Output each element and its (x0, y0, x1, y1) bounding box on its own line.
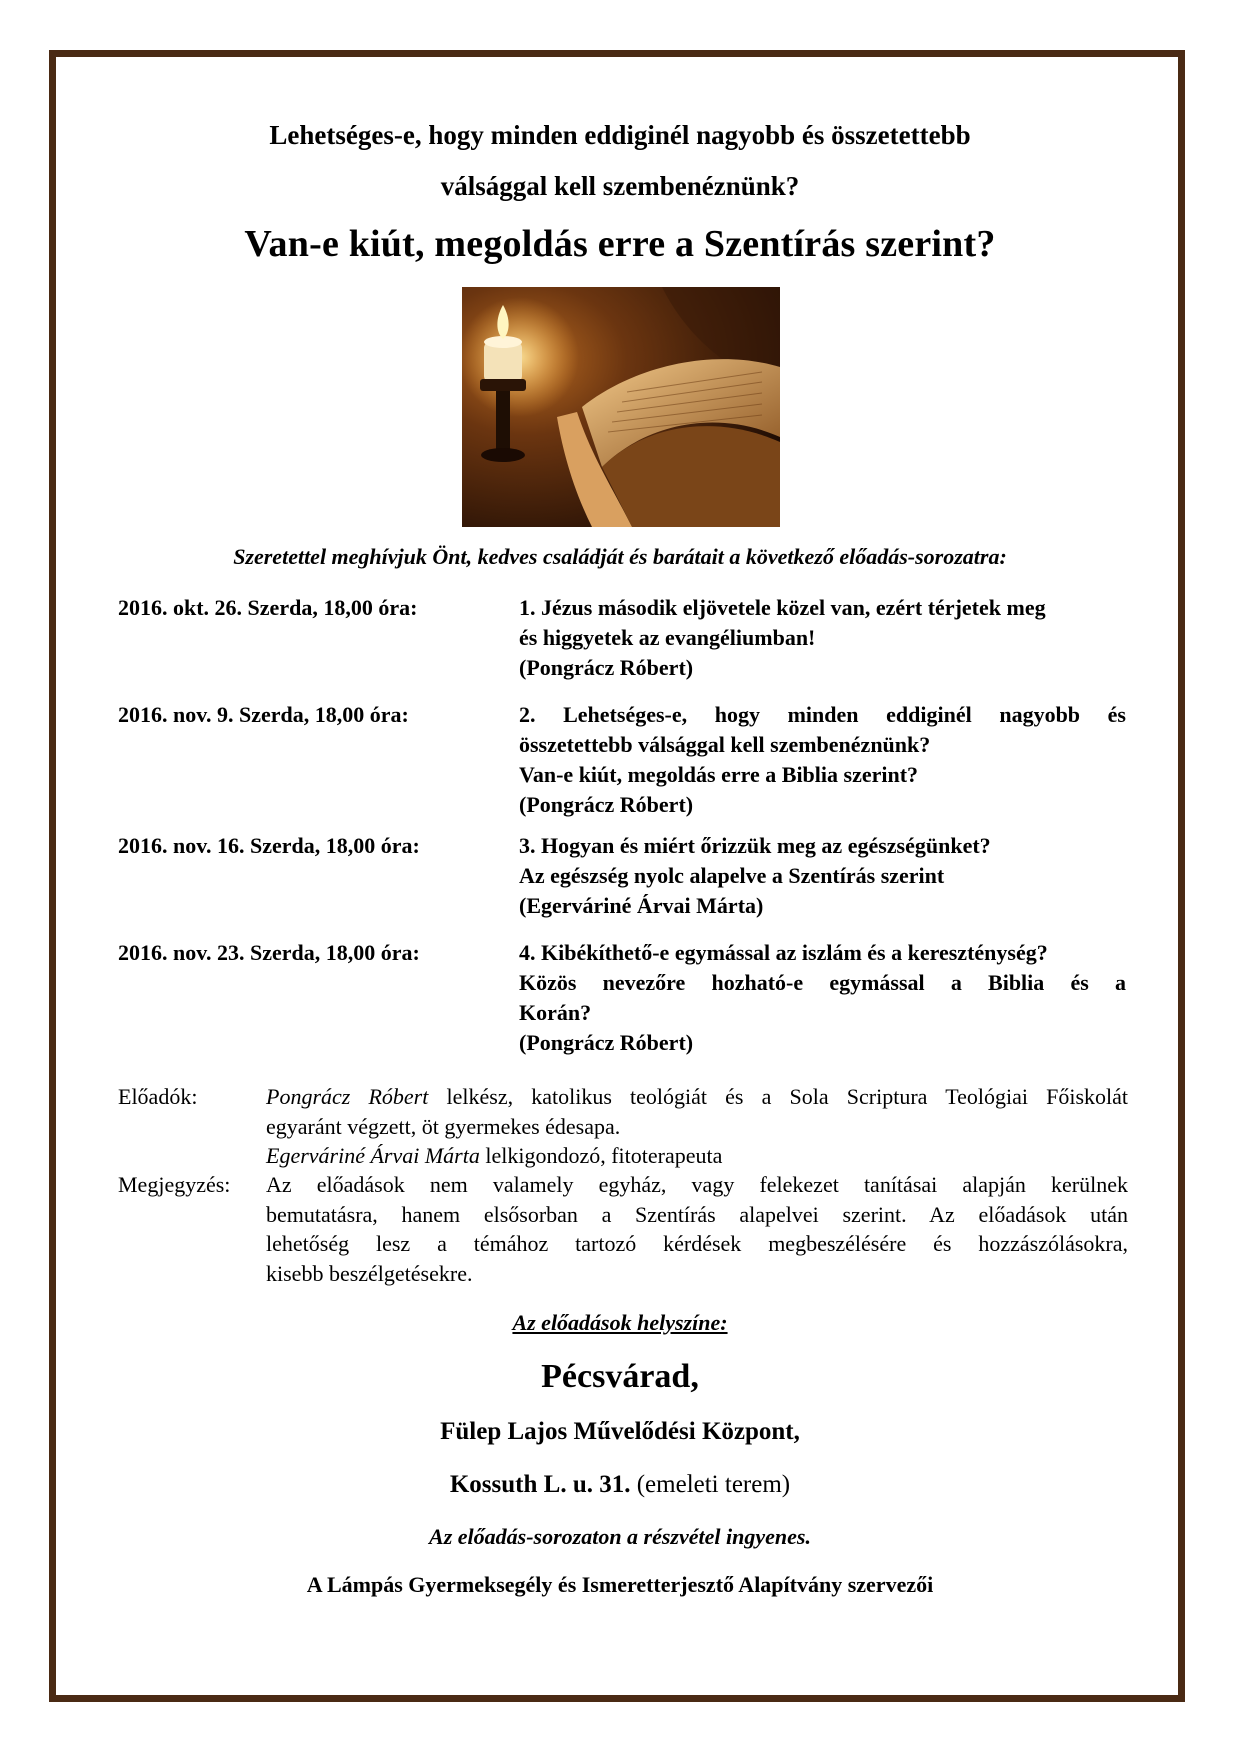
note-line: kisebb beszélgetésekre. (266, 1260, 473, 1286)
lecture-line: Közös nevezőre hozható-e egymással a Biblia és a (519, 970, 1126, 995)
lecture-line: 4. Kibékíthető-e egymással az iszlám és a kereszténység? (519, 940, 1048, 965)
lecture-date: 2016. okt. 26. Szerda, 18,00 óra: (118, 595, 418, 620)
lecture-speaker: (Egerváriné Árvai Márta) (519, 893, 764, 918)
lecture-speaker: (Pongrácz Róbert) (519, 1030, 694, 1055)
venue-address: Kossuth L. u. 31. (449, 1471, 631, 1498)
lecture-line: összetettebb válsággal kell szembenéznünk? (519, 732, 931, 757)
free-admission-note: Az előadás-sorozaton a részvétel ingyenes. (429, 1524, 811, 1549)
speaker-description: lelkész, katolikus teológiát és a Sola Scriptura Teológiai Főiskolát (428, 1084, 1129, 1109)
speaker-name: Egerváriné Árvai Márta (266, 1143, 480, 1168)
speaker-name: Pongrácz Róbert (266, 1084, 429, 1109)
lecture-date: 2016. nov. 23. Szerda, 18,00 óra: (118, 940, 420, 965)
candle-and-bible-photo (462, 287, 780, 527)
lecture-speaker: (Pongrácz Róbert) (519, 792, 694, 817)
lecture-line: 2. Lehetséges-e, hogy minden eddiginél nagyobb és (519, 702, 1126, 727)
lecture-line: és higgyetek az evangéliumban! (519, 625, 816, 650)
note-label: Megjegyzés: (118, 1172, 231, 1197)
speakers-label: Előadók: (118, 1084, 198, 1109)
lecture-line: 1. Jézus második eljövetele közel van, ezért térjetek meg (519, 595, 1046, 620)
lecture-description (519, 831, 1126, 921)
header-question-line1: Lehetséges-e, hogy minden eddiginél nagyobb és összetettebb (269, 120, 971, 150)
note-text (266, 1170, 1128, 1288)
venue-address-line (0, 1471, 1240, 1499)
speaker-description: egyaránt végzett, öt gyermekes édesapa. (266, 1113, 621, 1139)
speaker-description: lelkigondozó, fitoterapeuta (479, 1143, 723, 1168)
invitation-text: Szeretettel meghívjuk Önt, kedves családját és barátait a következő előadás-sorozatra: (233, 544, 1007, 569)
venue-label-wrap (0, 1310, 1240, 1336)
lecture-line: Az egészség nyolc alapelve a Szentírás szerint (519, 863, 945, 888)
header-question-line2: válsággal kell szembenéznünk? (440, 171, 800, 201)
organizer-text: A Lámpás Gyermeksegély és Ismeretterjesztő Alapítvány szervezői (306, 1572, 934, 1597)
venue-city: Pécsvárad, (541, 1358, 699, 1395)
note-line: bemutatásra, hanem elsősorban a Szentírás alapelvei szerint. Az előadások után (266, 1201, 1128, 1227)
lecture-description (519, 700, 1126, 820)
lecture-date: 2016. nov. 9. Szerda, 18,00 óra: (118, 702, 409, 727)
lecture-speaker: (Pongrácz Róbert) (519, 655, 694, 680)
lecture-description (519, 593, 1126, 683)
note-line: Az előadások nem valamely egyház, vagy felekezet tanításai alapján kerülnek (266, 1172, 1128, 1197)
venue-room: (emeleti terem) (630, 1471, 791, 1498)
lecture-date: 2016. nov. 16. Szerda, 18,00 óra: (118, 833, 420, 858)
note-line: lehetőség lesz a témához tartozó kérdések megbeszélésére és hozzászólásokra, (266, 1231, 1128, 1256)
speakers-text (266, 1082, 1128, 1171)
venue-label: Az előadások helyszíne: (512, 1310, 728, 1335)
venue-place: Fülep Lajos Művelődési Központ, (440, 1418, 800, 1445)
lecture-line: 3. Hogyan és miért őrizzük meg az egészségünket? (519, 833, 991, 858)
lecture-line: Korán? (519, 1000, 592, 1025)
page-title: Van-e kiút, megoldás erre a Szentírás szerint? (244, 223, 996, 265)
lecture-description (519, 938, 1126, 1058)
lecture-line: Van-e kiút, megoldás erre a Biblia szerint? (519, 762, 919, 787)
